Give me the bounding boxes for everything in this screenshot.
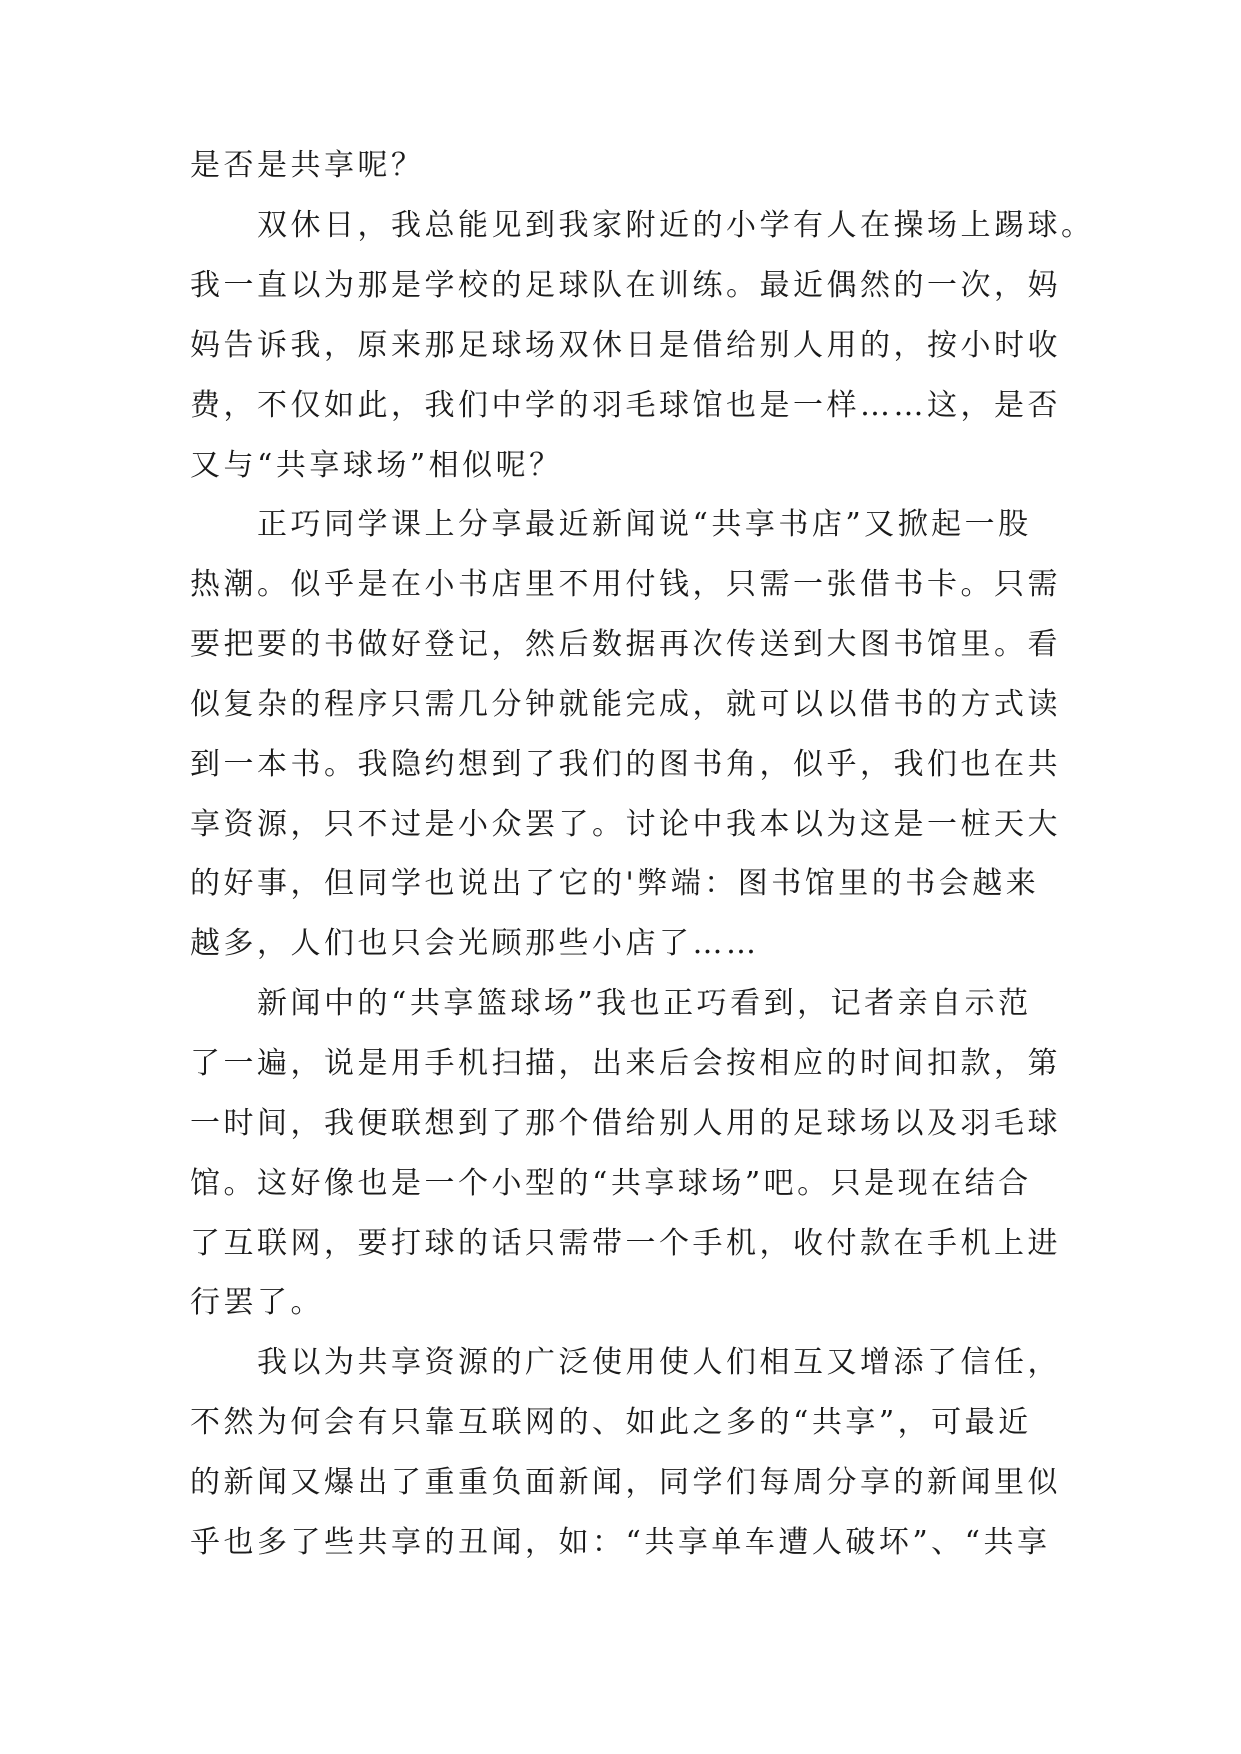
text-line: 了一遍，说是用手机扫描，出来后会按相应的时间扣款，第 [190, 1046, 1061, 1081]
text-line: 费，不仅如此，我们中学的羽毛球馆也是一样……这，是否 [190, 388, 1061, 423]
text-line: 行罢了。 [190, 1285, 324, 1320]
text-line: 乎也多了些共享的丑闻，如：“共享单车遭人破坏”、“共享 [190, 1525, 1051, 1560]
text-line: 我一直以为那是学校的足球队在训练。最近偶然的一次，妈 [190, 268, 1061, 303]
text-line: 我以为共享资源的广泛使用使人们相互又增添了信任， [190, 1345, 1061, 1380]
text-line: 又与“共享球场”相似呢？ [190, 448, 563, 483]
text-line: 妈告诉我，原来那足球场双休日是借给别人用的，按小时收 [190, 328, 1061, 363]
text-line: 新闻中的“共享篮球场”我也正巧看到，记者亲自示范 [190, 986, 1032, 1021]
text-line: 越多，人们也只会光顾那些小店了…… [190, 926, 760, 961]
text-line: 双休日，我总能见到我家附近的小学有人在操场上踢球。 [190, 208, 1095, 243]
text-line: 了互联网，要打球的话只需带一个手机，收付款在手机上进 [190, 1226, 1061, 1261]
text-line: 要把要的书做好登记，然后数据再次传送到大图书馆里。看 [190, 627, 1061, 662]
text-line: 馆。这好像也是一个小型的“共享球场”吧。只是现在结合 [190, 1166, 1032, 1201]
text-line: 到一本书。我隐约想到了我们的图书角，似乎，我们也在共 [190, 747, 1061, 782]
text-line: 的好事，但同学也说出了它的'弊端：图书馆里的书会越来 [190, 866, 1040, 901]
text-line: 享资源，只不过是小众罢了。讨论中我本以为这是一桩天大 [190, 807, 1061, 842]
text-line: 似复杂的程序只需几分钟就能完成，就可以以借书的方式读 [190, 687, 1061, 722]
text-line: 不然为何会有只靠互联网的、如此之多的“共享”，可最近 [190, 1405, 1032, 1440]
text-line: 一时间，我便联想到了那个借给别人用的足球场以及羽毛球 [190, 1106, 1061, 1141]
text-line: 是否是共享呢？ [190, 148, 425, 183]
text-line: 热潮。似乎是在小书店里不用付钱，只需一张借书卡。只需 [190, 567, 1061, 602]
text-line: 的新闻又爆出了重重负面新闻，同学们每周分享的新闻里似 [190, 1465, 1061, 1500]
text-line: 正巧同学课上分享最近新闻说“共享书店”又掀起一股 [190, 507, 1032, 542]
